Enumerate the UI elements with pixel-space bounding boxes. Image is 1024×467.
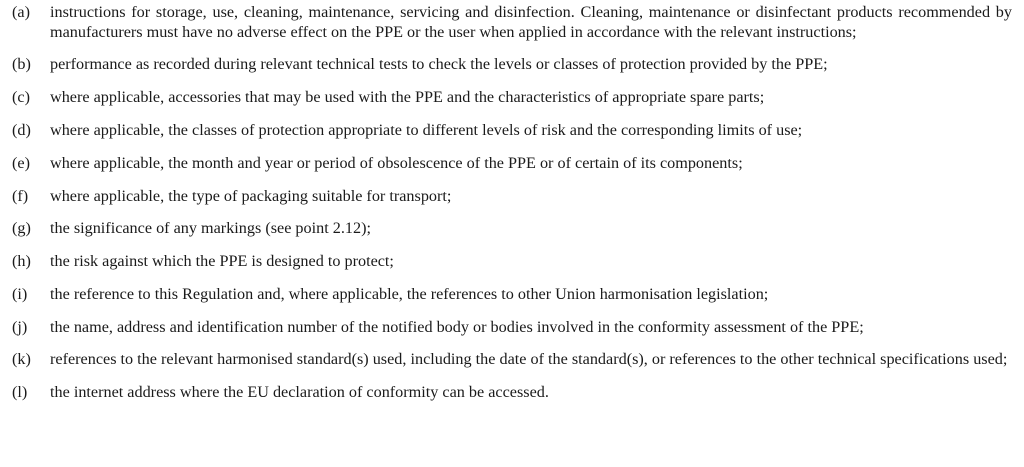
list-item-b [12,55,1012,75]
item-marker: (g) [12,219,31,238]
list-item-a [12,3,1012,42]
list-item-i [12,285,1012,305]
item-marker: (h) [12,252,31,271]
item-marker: (b) [12,55,31,74]
item-marker: (i) [12,284,28,303]
item-marker: (f) [12,186,29,205]
item-text: where applicable, the month and year or period of obsolescence of the PPE or of certain of its components; [50,153,743,172]
list-item-f [12,187,1012,207]
list-item-l [12,383,1012,403]
item-text: references to the relevant harmonised standard(s) used, including the date of the standard(s), or references to the other technical specifications used; [50,350,1008,369]
item-text: where applicable, the classes of protection appropriate to different levels of risk and the corresponding limits of use; [50,120,803,139]
item-text: performance as recorded during relevant technical tests to check the levels or classes of protection provided by the PPE; [50,55,828,74]
item-marker: (l) [12,383,28,402]
item-marker: (k) [12,350,31,369]
item-marker: (j) [12,317,28,336]
item-marker: (c) [12,88,30,107]
list-item-h [12,252,1012,272]
item-text: where applicable, accessories that may be used with the PPE and the characteristics of appropriate spare parts; [50,88,765,107]
item-text: the risk against which the PPE is designed to protect; [50,252,394,271]
list-item-d [12,121,1012,141]
item-marker: (e) [12,153,30,172]
list-item-k [12,350,1012,370]
list-item-g [12,219,1012,239]
list-item-c [12,88,1012,108]
item-text: the name, address and identification number of the notified body or bodies involved in the conformity assessment of the PPE; [50,317,864,336]
item-marker: (d) [12,120,31,139]
item-text: the reference to this Regulation and, where applicable, the references to other Union harmonisation legislation; [50,284,769,303]
item-text: instructions for storage, use, cleaning, maintenance, servicing and disinfection. Cleaning, maintenance or disinfectant products recommended by manufacturers must have no adverse effect on the PPE or the user when applied in accordance with the relevant instructions; [50,3,1012,41]
item-marker: (a) [12,3,30,21]
item-text: the significance of any markings (see point 2.12); [50,219,371,238]
list-item-e [12,154,1012,174]
item-text: where applicable, the type of packaging suitable for transport; [50,186,452,205]
list-item-j [12,318,1012,338]
item-text: the internet address where the EU declaration of conformity can be accessed. [50,383,549,402]
